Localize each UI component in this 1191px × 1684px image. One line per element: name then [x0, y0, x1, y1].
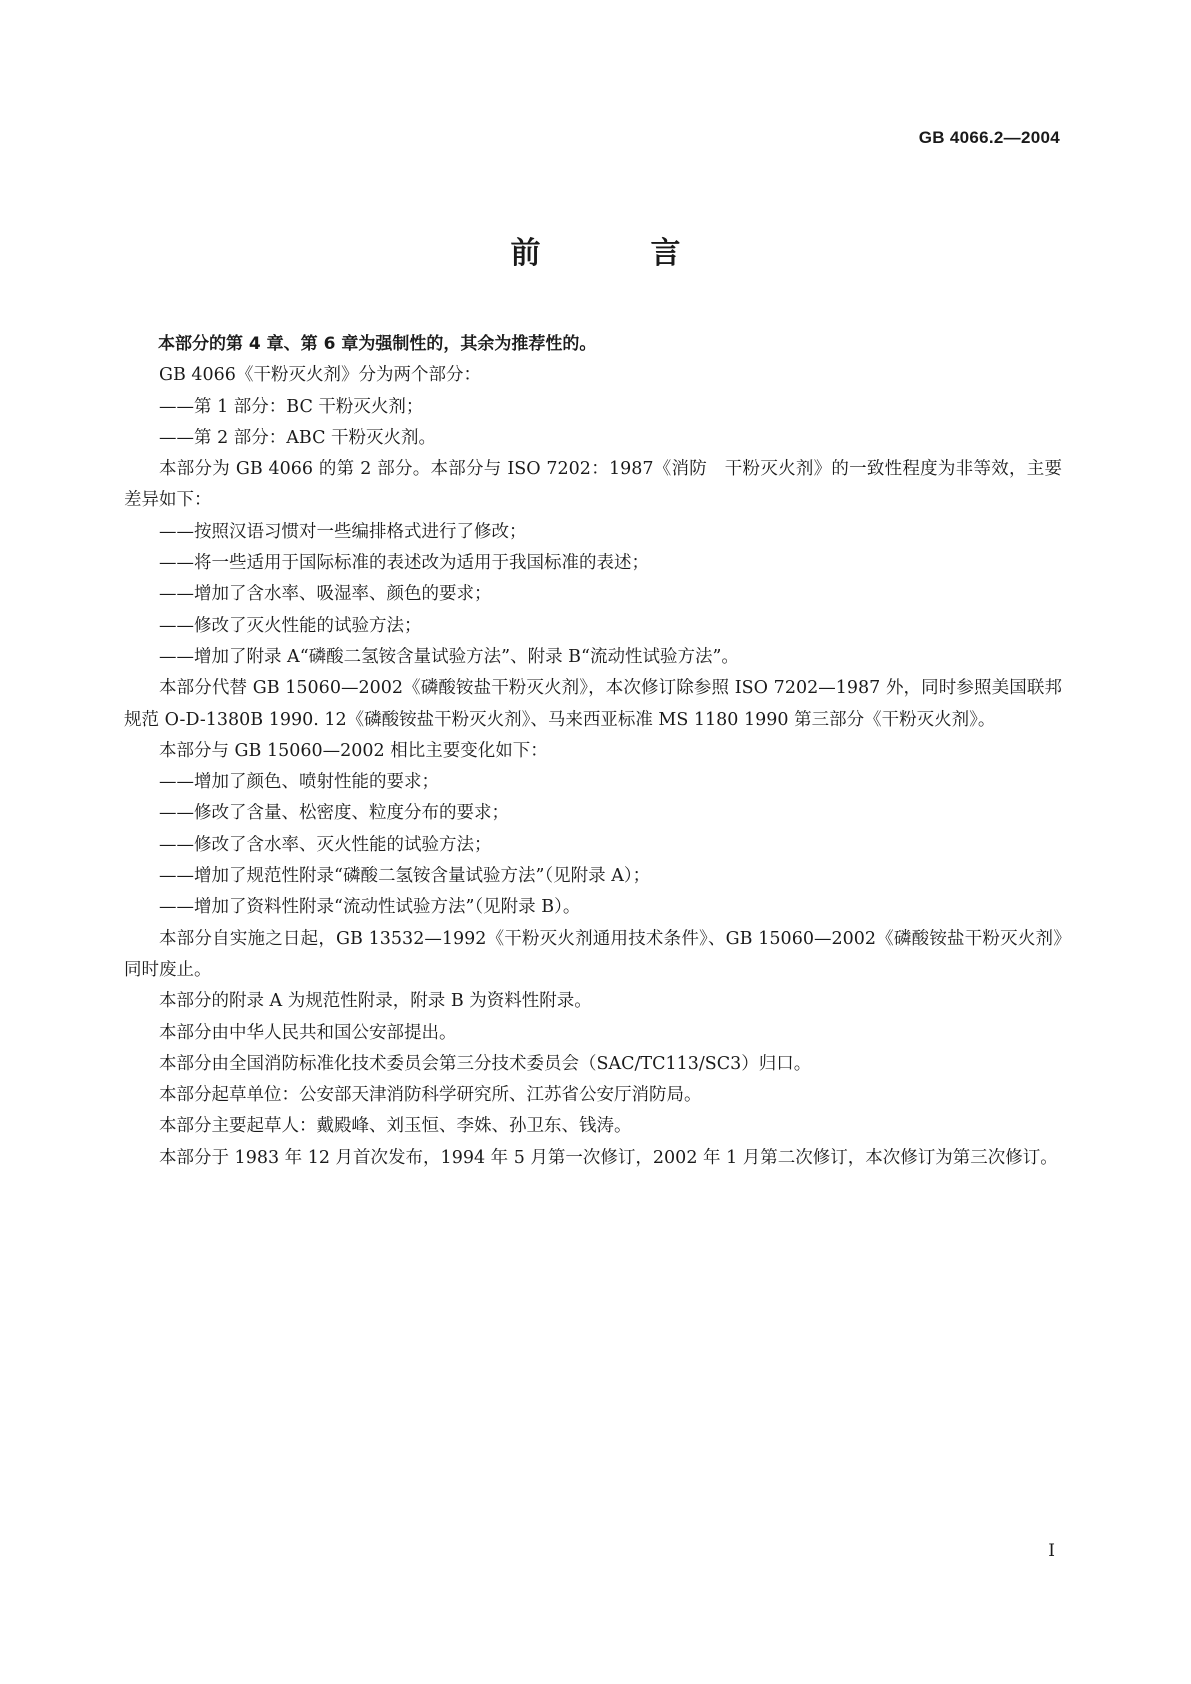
paragraph: 本部分主要起草人：戴殿峰、刘玉恒、李姝、孙卫东、钱涛。	[159, 1116, 632, 1137]
list-item: ——第 2 部分：ABC 干粉灭火剂。	[159, 427, 437, 448]
paragraph: 本部分代替 GB 15060—2002《磷酸铵盐干粉灭火剂》，本次修订除参照 ISO 7202—1987 外，同时参照美国联邦规范 O-D-1380B 1990. 12《磷酸铵盐干粉灭火剂》、马来西亚标准 MS 1180 1990 第三部分《干粉灭火剂》。	[124, 678, 1062, 730]
paragraph: 本部分自实施之日起，GB 13532—1992《干粉灭火剂通用技术条件》、GB 15060—2002《磷酸铵盐干粉灭火剂》同时废止。	[124, 928, 1062, 980]
foreword-body	[124, 329, 1062, 1174]
paragraph: 本部分由中华人民共和国公安部提出。	[159, 1022, 457, 1043]
list-item: ——修改了含水率、灭火性能的试验方法；	[159, 834, 492, 855]
list-item: ——增加了颜色、喷射性能的要求；	[159, 772, 439, 793]
paragraph: GB 4066《干粉灭火剂》分为两个部分：	[159, 365, 481, 386]
paragraph: 本部分由全国消防标准化技术委员会第三分技术委员会（SAC/TC113/SC3）归口。	[159, 1053, 812, 1074]
standard-number: GB 4066.2—2004	[918, 128, 1060, 147]
list-item: ——按照汉语习惯对一些编排格式进行了修改；	[159, 521, 527, 542]
paragraph: 本部分的附录 A 为规范性附录，附录 B 为资料性附录。	[159, 991, 592, 1012]
list-item: ——修改了含量、松密度、粒度分布的要求；	[159, 803, 509, 824]
paragraph: 本部分起草单位：公安部天津消防科学研究所、江苏省公安厅消防局。	[159, 1085, 702, 1106]
paragraph: 本部分与 GB 15060—2002 相比主要变化如下：	[159, 740, 548, 761]
list-item: ——修改了灭火性能的试验方法；	[159, 615, 422, 636]
paragraph: 本部分于 1983 年 12 月首次发布，1994 年 5 月第一次修订，2002 年 1 月第二次修订，本次修订为第三次修订。	[159, 1147, 1058, 1168]
page-number: I	[1048, 1541, 1055, 1561]
paragraph: 本部分为 GB 4066 的第 2 部分。本部分与 ISO 7202：1987《消防 干粉灭火剂》的一致性程度为非等效，主要差异如下：	[124, 459, 1062, 511]
mandatory-clause-statement: 本部分的第 4 章、第 6 章为强制性的，其余为推荐性的。	[158, 334, 597, 354]
list-item: ——增加了含水率、吸湿率、颜色的要求；	[159, 584, 492, 605]
list-item: ——增加了附录 A“磷酸二氢铵含量试验方法”、附录 B“流动性试验方法”。	[159, 646, 739, 667]
list-item: ——将一些适用于国际标准的表述改为适用于我国标准的表述；	[159, 553, 649, 574]
list-item: ——增加了规范性附录“磷酸二氢铵含量试验方法”（见附录 A）；	[159, 866, 651, 887]
list-item: ——增加了资料性附录“流动性试验方法”（见附录 B）。	[159, 897, 581, 918]
list-item: ——第 1 部分：BC 干粉灭火剂；	[159, 396, 424, 417]
page-title: 前 言	[510, 236, 721, 271]
